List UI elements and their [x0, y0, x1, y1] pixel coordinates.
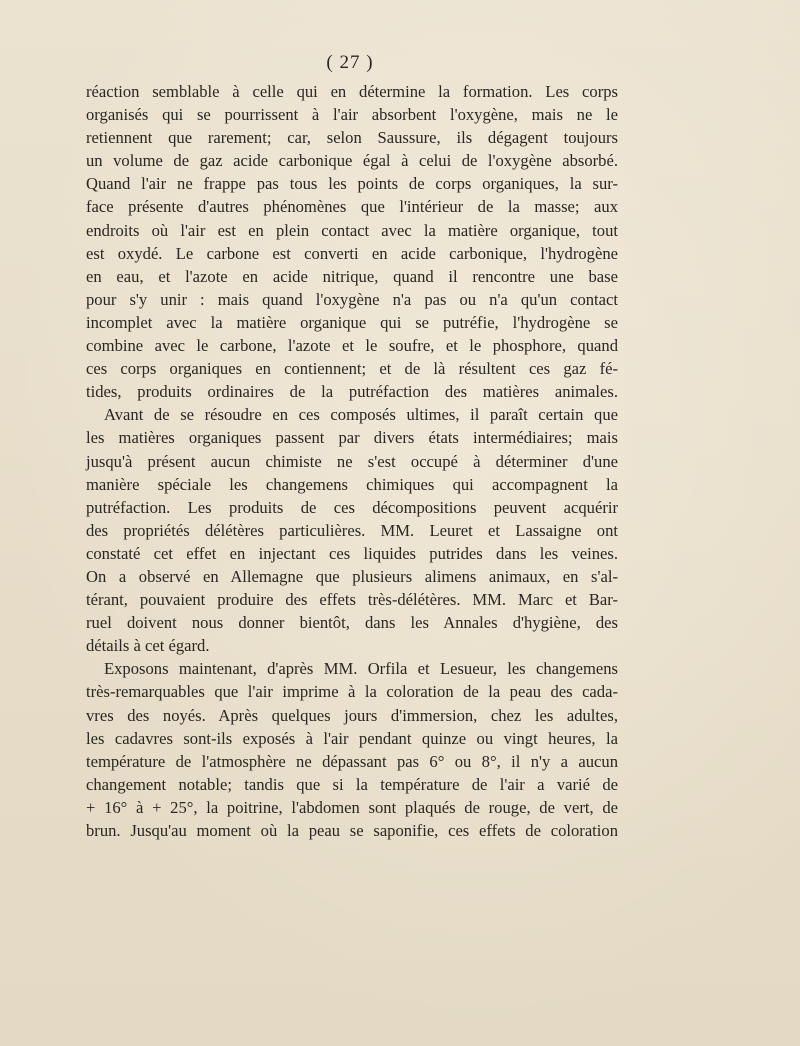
text-line: Exposons maintenant, d'après MM. Orfila et Lesueur, les changemens [104, 659, 618, 679]
text-line: térant, pouvaient produire des effets très-délétères. MM. Marc et Bar- [86, 590, 618, 610]
text-line: constaté cet effet en injectant ces liquides putrides dans les veines. [86, 543, 618, 563]
text-line: réaction semblable à celle qui en détermine la formation. Les corps [86, 82, 618, 101]
text-line: changement notable; tandis que si la température de l'air a varié de [86, 774, 618, 794]
text-line: incomplet avec la matière organique qui se putréfie, l'hydrogène se [86, 312, 618, 332]
text-line: Quand l'air ne frappe pas tous les points de corps organiques, la sur- [86, 174, 618, 194]
text-line: combine avec le carbone, l'azote et le soufre, et le phosphore, quand [86, 336, 618, 356]
text-line: + 16° à + 25°, la poitrine, l'abdomen sont plaqués de rouge, de vert, de [86, 797, 618, 817]
text-line: vres des noyés. Après quelques jours d'immersion, chez les adultes, [86, 705, 618, 725]
text-line: est oxydé. Le carbone est converti en acide carbonique, l'hydrogène [86, 243, 618, 263]
text-line: ruel doivent nous donner bientôt, dans les Annales d'hygiène, des [86, 613, 618, 633]
text-line: en eau, et l'azote en acide nitrique, quand il rencontre une base [86, 266, 618, 286]
text-line: Avant de se résoudre en ces composés ultimes, il paraît certain que [104, 405, 618, 425]
text-line: On a observé en Allemagne que plusieurs alimens animaux, en s'al- [86, 566, 618, 586]
text-line: endroits où l'air est en plein contact avec la matière organique, tout [86, 220, 618, 240]
text-line: tides, produits ordinaires de la putréfaction des matières animales. [86, 382, 618, 402]
text-line: pour s'y unir : mais quand l'oxygène n'a pas ou n'a qu'un contact [86, 289, 618, 309]
text-line: les cadavres sont-ils exposés à l'air pendant quinze ou vingt heures, la [86, 728, 618, 748]
text-line: putréfaction. Les produits de ces décompositions peuvent acquérir [86, 497, 618, 517]
text-line: des propriétés délétères particulières. MM. Leuret et Lassaigne ont [86, 520, 618, 540]
text-line: détails à cet égard. [86, 636, 210, 656]
text-line: un volume de gaz acide carbonique égal à celui de l'oxygène absorbé. [86, 151, 618, 171]
text-line: face présente d'autres phénomènes que l'intérieur de la masse; aux [86, 197, 618, 217]
text-line: organisés qui se pourrissent à l'air absorbent l'oxygène, mais ne le [86, 105, 618, 125]
text-line: très-remarquables que l'air imprime à la coloration de la peau des cada- [86, 682, 618, 702]
body-text [86, 80, 618, 842]
text-line: manière spéciale les changemens chimiques qui accompagnent la [86, 474, 618, 494]
text-line: ces corps organiques en contiennent; et de là résultent ces gaz fé- [86, 359, 618, 379]
text-line: les matières organiques passent par divers états intermédiaires; mais [86, 428, 618, 448]
text-line: température de l'atmosphère ne dépassant pas 6° ou 8°, il n'y a aucun [86, 751, 618, 771]
text-line: retiennent que rarement; car, selon Saussure, ils dégagent toujours [86, 128, 618, 148]
page-number: ( 27 ) [326, 52, 374, 73]
text-line: jusqu'à présent aucun chimiste ne s'est occupé à déterminer d'une [86, 451, 618, 471]
text-line: brun. Jusqu'au moment où la peau se saponifie, ces effets de coloration [86, 821, 618, 840]
